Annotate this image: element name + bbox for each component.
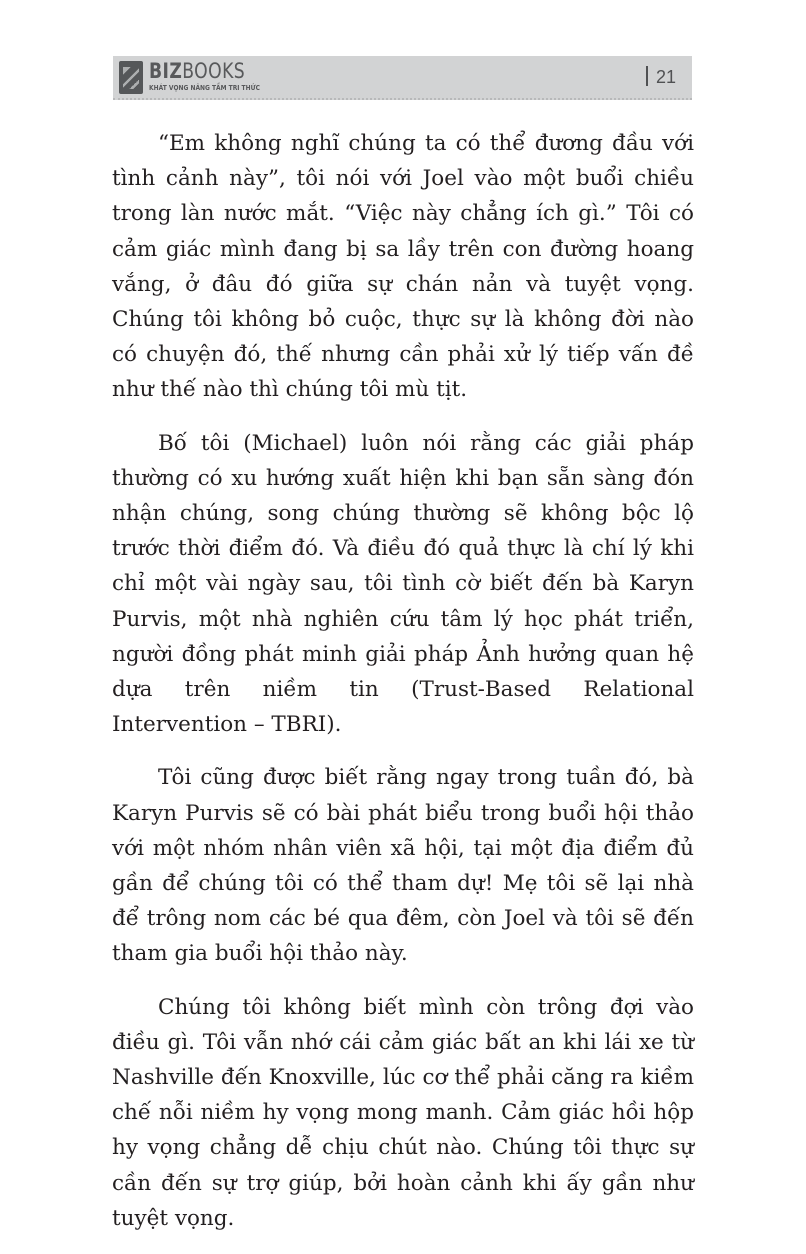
running-header	[113, 56, 692, 100]
paragraph: Chúng tôi không biết mình còn trông đợi vào điều gì. Tôi vẫn nhớ cái cảm giác bất an khi lái xe từ Nashville đến Knoxville, lúc cơ thể phải căng ra kiềm chế nỗi niềm hy vọng mong manh. Cảm giác hồi hộp hy vọng chẳng dễ chịu chút nào. Chúng tôi thực sự cần đến sự trợ giúp, bởi hoàn cảnh khi ấy gần như tuyệt vọng.	[112, 994, 694, 1231]
brand-tagline: KHÁT VỌNG NÂNG TẦM TRI THỨC	[149, 84, 260, 92]
page-number	[646, 66, 676, 88]
page-number-value: 21	[655, 67, 676, 87]
paragraph: Bố tôi (Michael) luôn nói rằng các giải pháp thường có xu hướng xuất hiện khi bạn sẵn sàng đón nhận chúng, song chúng thường sẽ không bộc lộ trước thời điểm đó. Và điều đó quả thực là chí lý khi chỉ một vài ngày sau, tôi tình cờ biết đến bà Karyn Purvis, một nhà nghiên cứu tâm lý học phát triển, người đồng phát minh giải pháp Ảnh hưởng quan hệ dựa trên niềm tin (Trust-Based Relational Intervention – TBRI).	[112, 430, 694, 738]
page-number-divider	[646, 66, 648, 86]
bizbooks-logo-icon	[119, 61, 143, 94]
brand-bold: BIZ	[149, 59, 183, 83]
brand-name	[149, 59, 245, 83]
paragraph: “Em không nghĩ chúng ta có thể đương đầu với tình cảnh này”, tôi nói với Joel vào một buổi chiều trong làn nước mắt. “Việc này chẳng ích gì.” Tôi có cảm giác mình đang bị sa lầy trên con đường hoang vắng, ở đâu đó giữa sự chán nản và tuyệt vọng. Chúng tôi không bỏ cuộc, thực sự là không đời nào có chuyện đó, thế nhưng cần phải xử lý tiếp vấn đề như thế nào thì chúng tôi mù tịt.	[112, 131, 694, 403]
body-text	[112, 126, 694, 1254]
paragraph: Tôi cũng được biết rằng ngay trong tuần đó, bà Karyn Purvis sẽ có bài phát biểu trong buổi hội thảo với một nhóm nhân viên xã hội, tại một địa điểm đủ gần để chúng tôi có thể tham dự! Mẹ tôi sẽ lại nhà để trông nom các bé qua đêm, còn Joel và tôi sẽ đến tham gia buổi hội thảo này.	[112, 765, 694, 967]
brand-light: BOOKS	[182, 59, 246, 83]
